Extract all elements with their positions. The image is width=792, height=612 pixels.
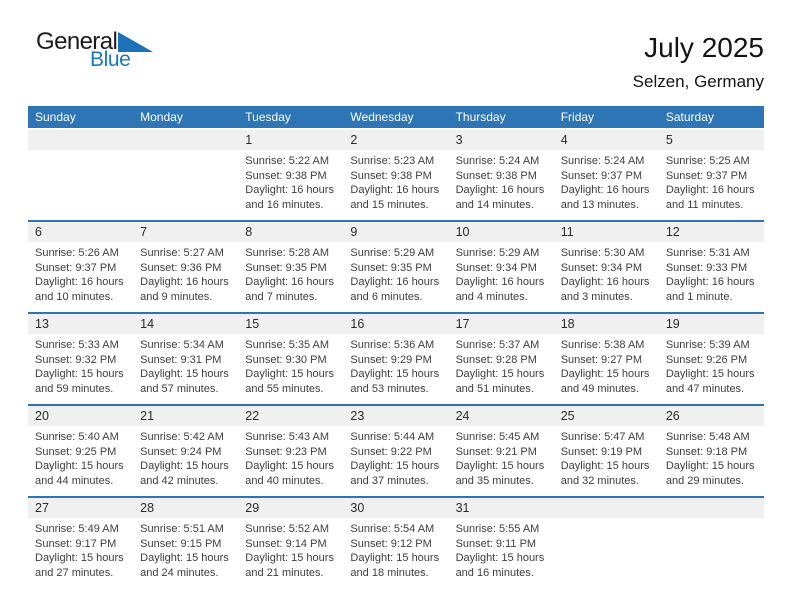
day-number: 6: [28, 222, 133, 242]
day-details: [449, 518, 554, 580]
daylight-line-2: and 15 minutes.: [350, 198, 429, 211]
day-number: 16: [343, 314, 448, 334]
day-cell-29: [238, 498, 343, 588]
day-details: [238, 242, 343, 304]
sunrise-line: Sunrise: 5:55 AM: [455, 523, 540, 535]
day-details: [449, 334, 554, 396]
page-header: [0, 0, 792, 92]
week-row-2: [28, 220, 764, 312]
day-number: 20: [28, 406, 133, 426]
day-cell-15: [238, 314, 343, 404]
daylight-line-2: and 57 minutes.: [140, 382, 219, 395]
general-blue-logo: [36, 30, 153, 92]
empty-day-cell: [554, 498, 659, 588]
sunrise-line: Sunrise: 5:42 AM: [140, 431, 224, 443]
sunset-line: Sunset: 9:32 PM: [35, 353, 117, 366]
daylight-line-1: Daylight: 15 hours: [350, 368, 440, 381]
day-cell-5: [659, 130, 764, 220]
day-number: [28, 130, 133, 150]
sunset-line: Sunset: 9:38 PM: [350, 169, 432, 182]
day-details: [28, 242, 133, 304]
day-number: 14: [133, 314, 238, 334]
day-number: 17: [449, 314, 554, 334]
day-number: 19: [659, 314, 764, 334]
day-number: 18: [554, 314, 659, 334]
day-cell-28: [133, 498, 238, 588]
sunset-line: Sunset: 9:24 PM: [140, 445, 222, 458]
daylight-line-1: Daylight: 16 hours: [560, 276, 650, 289]
daylight-line-2: and 9 minutes.: [140, 290, 213, 303]
daylight-line-2: and 16 minutes.: [455, 566, 534, 579]
day-cell-12: [659, 222, 764, 312]
daylight-line-1: Daylight: 15 hours: [665, 460, 755, 473]
daylight-line-1: Daylight: 16 hours: [455, 184, 545, 197]
sunset-line: Sunset: 9:14 PM: [245, 537, 327, 550]
daylight-line-1: Daylight: 15 hours: [455, 368, 545, 381]
daylight-line-2: and 40 minutes.: [245, 474, 324, 487]
sunrise-line: Sunrise: 5:26 AM: [35, 247, 119, 259]
sunset-line: Sunset: 9:11 PM: [455, 537, 537, 550]
daylight-line-1: Daylight: 16 hours: [140, 276, 229, 289]
daylight-line-2: and 44 minutes.: [35, 474, 114, 487]
day-header-sunday: Sunday: [35, 110, 76, 124]
day-cell-9: [343, 222, 448, 312]
day-number: 8: [238, 222, 343, 242]
day-cell-11: [554, 222, 659, 312]
daylight-line-2: and 49 minutes.: [560, 382, 639, 395]
sunset-line: Sunset: 9:31 PM: [140, 353, 222, 366]
day-details: [238, 518, 343, 580]
day-cell-26: [659, 406, 764, 496]
sunrise-line: Sunrise: 5:33 AM: [35, 339, 119, 351]
calendar-weeks: [28, 130, 764, 588]
sunset-line: Sunset: 9:35 PM: [245, 261, 327, 274]
week-row-4: [28, 404, 764, 496]
daylight-line-2: and 37 minutes.: [350, 474, 429, 487]
daylight-line-2: and 32 minutes.: [560, 474, 639, 487]
day-header-wednesday: Wednesday: [350, 110, 414, 124]
daylight-line-2: and 24 minutes.: [140, 566, 219, 579]
daylight-line-2: and 53 minutes.: [350, 382, 429, 395]
day-number: 28: [133, 498, 238, 518]
sunrise-line: Sunrise: 5:54 AM: [350, 523, 435, 535]
day-details: [28, 334, 133, 396]
day-cell-8: [238, 222, 343, 312]
sunrise-line: Sunrise: 5:23 AM: [350, 155, 435, 167]
daylight-line-1: Daylight: 16 hours: [35, 276, 124, 289]
sunset-line: Sunset: 9:22 PM: [350, 445, 432, 458]
sunrise-line: Sunrise: 5:51 AM: [140, 523, 224, 535]
day-number: 26: [659, 406, 764, 426]
day-details: [343, 242, 448, 304]
sunset-line: Sunset: 9:33 PM: [665, 261, 748, 274]
day-cell-1: [238, 130, 343, 220]
daylight-line-2: and 55 minutes.: [245, 382, 324, 395]
day-cell-3: [449, 130, 554, 220]
day-details: [343, 334, 448, 396]
daylight-line-1: Daylight: 16 hours: [455, 276, 545, 289]
sunrise-line: Sunrise: 5:30 AM: [560, 247, 645, 259]
daylight-line-1: Daylight: 15 hours: [245, 368, 334, 381]
daylight-line-1: Daylight: 15 hours: [140, 460, 229, 473]
day-cell-16: [343, 314, 448, 404]
day-cell-20: [28, 406, 133, 496]
day-cell-31: [449, 498, 554, 588]
sunset-line: Sunset: 9:30 PM: [245, 353, 327, 366]
day-cell-25: [554, 406, 659, 496]
daylight-line-2: and 14 minutes.: [455, 198, 534, 211]
sunrise-line: Sunrise: 5:45 AM: [455, 431, 540, 443]
day-number: 2: [343, 130, 448, 150]
daylight-line-2: and 27 minutes.: [35, 566, 114, 579]
daylight-line-1: Daylight: 15 hours: [560, 460, 650, 473]
day-cell-21: [133, 406, 238, 496]
title-block: [633, 30, 764, 92]
day-details: [659, 242, 764, 304]
sunrise-line: Sunrise: 5:36 AM: [350, 339, 435, 351]
day-header-friday: Friday: [560, 110, 595, 124]
day-header-saturday: Saturday: [665, 110, 714, 124]
sunrise-line: Sunrise: 5:34 AM: [140, 339, 224, 351]
daylight-line-2: and 29 minutes.: [665, 474, 745, 487]
day-number: 5: [659, 130, 764, 150]
day-cell-18: [554, 314, 659, 404]
daylight-line-1: Daylight: 15 hours: [665, 368, 755, 381]
day-number: 21: [133, 406, 238, 426]
daylight-line-1: Daylight: 16 hours: [245, 184, 334, 197]
sunrise-line: Sunrise: 5:47 AM: [560, 431, 645, 443]
daylight-line-1: Daylight: 15 hours: [245, 460, 334, 473]
day-header-tuesday: Tuesday: [245, 110, 291, 124]
sunrise-line: Sunrise: 5:27 AM: [140, 247, 224, 259]
day-details: [659, 426, 764, 488]
daylight-line-1: Daylight: 16 hours: [350, 184, 440, 197]
day-cell-30: [343, 498, 448, 588]
day-details: [133, 334, 238, 396]
day-details: [554, 150, 659, 212]
daylight-line-1: Daylight: 16 hours: [560, 184, 650, 197]
sunrise-line: Sunrise: 5:39 AM: [665, 339, 750, 351]
calendar-location: Selzen, Germany: [632, 72, 764, 91]
calendar: [28, 106, 764, 588]
day-cell-19: [659, 314, 764, 404]
week-row-3: [28, 312, 764, 404]
sunrise-line: Sunrise: 5:25 AM: [665, 155, 750, 167]
week-row-1: [28, 130, 764, 220]
day-number: 3: [449, 130, 554, 150]
sunrise-line: Sunrise: 5:37 AM: [455, 339, 540, 351]
sunrise-line: Sunrise: 5:44 AM: [350, 431, 435, 443]
day-cell-13: [28, 314, 133, 404]
day-number: 31: [449, 498, 554, 518]
day-details: [238, 334, 343, 396]
daylight-line-2: and 47 minutes.: [665, 382, 745, 395]
day-details: [238, 426, 343, 488]
day-number: 29: [238, 498, 343, 518]
daylight-line-2: and 16 minutes.: [245, 198, 324, 211]
day-cell-23: [343, 406, 448, 496]
day-cell-22: [238, 406, 343, 496]
daylight-line-1: Daylight: 15 hours: [35, 552, 124, 565]
day-cell-7: [133, 222, 238, 312]
sunrise-line: Sunrise: 5:52 AM: [245, 523, 330, 535]
sunset-line: Sunset: 9:37 PM: [35, 261, 117, 274]
sunset-line: Sunset: 9:37 PM: [560, 169, 643, 182]
sunset-line: Sunset: 9:27 PM: [560, 353, 643, 366]
sunset-line: Sunset: 9:28 PM: [455, 353, 537, 366]
day-cell-27: [28, 498, 133, 588]
daylight-line-2: and 10 minutes.: [35, 290, 114, 303]
day-details: [343, 518, 448, 580]
day-details: [133, 242, 238, 304]
day-details: [659, 150, 764, 212]
sunrise-line: Sunrise: 5:29 AM: [350, 247, 435, 259]
day-details: [449, 150, 554, 212]
sunset-line: Sunset: 9:19 PM: [560, 445, 643, 458]
day-details: [659, 334, 764, 396]
sunset-line: Sunset: 9:38 PM: [245, 169, 327, 182]
day-number: 22: [238, 406, 343, 426]
sunrise-line: Sunrise: 5:28 AM: [245, 247, 330, 259]
sunset-line: Sunset: 9:37 PM: [665, 169, 748, 182]
sunset-line: Sunset: 9:36 PM: [140, 261, 222, 274]
daylight-line-1: Daylight: 16 hours: [665, 184, 755, 197]
daylight-line-1: Daylight: 15 hours: [350, 552, 440, 565]
day-details: [554, 426, 659, 488]
sunset-line: Sunset: 9:29 PM: [350, 353, 432, 366]
day-details: [343, 426, 448, 488]
day-header-row: [28, 106, 764, 128]
week-row-5: [28, 496, 764, 588]
empty-day-cell: [659, 498, 764, 588]
sunrise-line: Sunrise: 5:35 AM: [245, 339, 330, 351]
logo-text-blue: Blue: [90, 48, 131, 71]
daylight-line-1: Daylight: 15 hours: [35, 460, 124, 473]
day-cell-24: [449, 406, 554, 496]
day-details: [28, 426, 133, 488]
day-number: 4: [554, 130, 659, 150]
day-number: 10: [449, 222, 554, 242]
daylight-line-2: and 6 minutes.: [350, 290, 423, 303]
daylight-line-2: and 21 minutes.: [245, 566, 324, 579]
day-header-thursday: Thursday: [455, 110, 506, 124]
daylight-line-1: Daylight: 16 hours: [665, 276, 755, 289]
day-number: 7: [133, 222, 238, 242]
daylight-line-2: and 59 minutes.: [35, 382, 114, 395]
daylight-line-2: and 4 minutes.: [455, 290, 528, 303]
daylight-line-2: and 18 minutes.: [350, 566, 429, 579]
day-details: [449, 426, 554, 488]
day-number: 12: [659, 222, 764, 242]
day-details: [554, 242, 659, 304]
day-number: 25: [554, 406, 659, 426]
day-header-monday: Monday: [140, 110, 183, 124]
calendar-month-title: July 2025: [644, 32, 764, 63]
day-number: [554, 498, 659, 518]
daylight-line-1: Daylight: 15 hours: [245, 552, 334, 565]
daylight-line-1: Daylight: 15 hours: [560, 368, 650, 381]
logo-text-general: General: [36, 28, 118, 55]
sunset-line: Sunset: 9:38 PM: [455, 169, 537, 182]
sunrise-line: Sunrise: 5:24 AM: [455, 155, 540, 167]
day-details: [28, 518, 133, 580]
day-details: [554, 334, 659, 396]
day-number: 15: [238, 314, 343, 334]
daylight-line-2: and 11 minutes.: [665, 198, 744, 211]
sunset-line: Sunset: 9:25 PM: [35, 445, 117, 458]
daylight-line-1: Daylight: 15 hours: [455, 460, 545, 473]
day-number: 13: [28, 314, 133, 334]
sunrise-line: Sunrise: 5:24 AM: [560, 155, 645, 167]
daylight-line-1: Daylight: 15 hours: [455, 552, 545, 565]
sunset-line: Sunset: 9:12 PM: [350, 537, 432, 550]
sunrise-line: Sunrise: 5:22 AM: [245, 155, 330, 167]
daylight-line-1: Daylight: 15 hours: [35, 368, 124, 381]
daylight-line-1: Daylight: 15 hours: [140, 368, 229, 381]
daylight-line-2: and 13 minutes.: [560, 198, 639, 211]
daylight-line-1: Daylight: 15 hours: [140, 552, 229, 565]
sunrise-line: Sunrise: 5:49 AM: [35, 523, 119, 535]
empty-day-cell: [133, 130, 238, 220]
day-number: 27: [28, 498, 133, 518]
sunset-line: Sunset: 9:34 PM: [560, 261, 643, 274]
day-number: 11: [554, 222, 659, 242]
sunrise-line: Sunrise: 5:38 AM: [560, 339, 645, 351]
day-details: [133, 518, 238, 580]
sunset-line: Sunset: 9:26 PM: [665, 353, 748, 366]
day-cell-17: [449, 314, 554, 404]
day-details: [133, 426, 238, 488]
day-number: 24: [449, 406, 554, 426]
sunrise-line: Sunrise: 5:40 AM: [35, 431, 119, 443]
day-details: [449, 242, 554, 304]
sunset-line: Sunset: 9:35 PM: [350, 261, 432, 274]
day-number: [133, 130, 238, 150]
sunrise-line: Sunrise: 5:29 AM: [455, 247, 540, 259]
sunset-line: Sunset: 9:23 PM: [245, 445, 327, 458]
empty-day-cell: [28, 130, 133, 220]
daylight-line-1: Daylight: 15 hours: [350, 460, 440, 473]
daylight-line-2: and 35 minutes.: [455, 474, 534, 487]
day-number: [659, 498, 764, 518]
daylight-line-1: Daylight: 16 hours: [245, 276, 334, 289]
sunset-line: Sunset: 9:18 PM: [665, 445, 748, 458]
day-cell-6: [28, 222, 133, 312]
day-number: 9: [343, 222, 448, 242]
daylight-line-2: and 3 minutes.: [560, 290, 633, 303]
sunset-line: Sunset: 9:21 PM: [455, 445, 537, 458]
sunrise-line: Sunrise: 5:43 AM: [245, 431, 330, 443]
sunrise-line: Sunrise: 5:31 AM: [665, 247, 750, 259]
sunset-line: Sunset: 9:34 PM: [455, 261, 537, 274]
daylight-line-2: and 7 minutes.: [245, 290, 318, 303]
sunset-line: Sunset: 9:15 PM: [140, 537, 222, 550]
sunset-line: Sunset: 9:17 PM: [35, 537, 117, 550]
day-cell-14: [133, 314, 238, 404]
daylight-line-1: Daylight: 16 hours: [350, 276, 440, 289]
day-cell-4: [554, 130, 659, 220]
day-details: [343, 150, 448, 212]
day-cell-2: [343, 130, 448, 220]
day-details: [238, 150, 343, 212]
day-number: 23: [343, 406, 448, 426]
day-cell-10: [449, 222, 554, 312]
daylight-line-2: and 42 minutes.: [140, 474, 219, 487]
day-number: 1: [238, 130, 343, 150]
daylight-line-2: and 51 minutes.: [455, 382, 534, 395]
sunrise-line: Sunrise: 5:48 AM: [665, 431, 750, 443]
day-number: 30: [343, 498, 448, 518]
daylight-line-2: and 1 minute.: [665, 290, 733, 303]
